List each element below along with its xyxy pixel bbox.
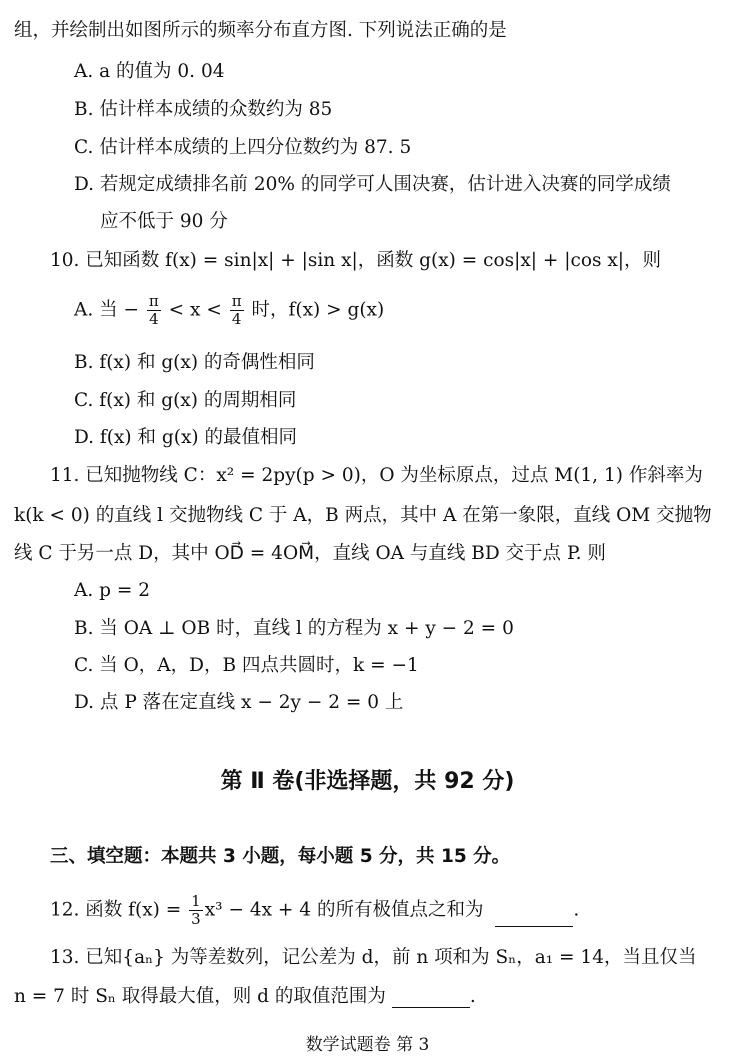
question11-stem: 11. 已知抛物线 C：x² = 2py(p > 0)，O 为坐标原点，过点 M(1, 1) 作斜率为 (50, 465, 703, 486)
question12 (50, 894, 579, 927)
q10-option-a (74, 294, 384, 327)
q11-option-a: A. p = 2 (74, 580, 150, 601)
q9-option-b: B. 估计样本成绩的众数约为 85 (74, 99, 333, 120)
question11-stem-line2: k(k < 0) 的直线 l 交抛物线 C 于 A，B 两点，其中 A 在第一象限，直线 OM 交抛物 (14, 505, 712, 526)
fraction-one-third (189, 894, 203, 927)
q10-a-text2: < x < (168, 299, 222, 321)
question9-stem-tail: 组，并绘制出如图所示的频率分布直方图. 下列说法正确的是 (14, 20, 507, 41)
q9-option-a: A. a 的值为 0. 04 (74, 61, 225, 82)
question10-stem: 10. 已知函数 f(x) = sin|x| + |sin x|，函数 g(x) = cos|x| + |cos x|，则 (50, 250, 662, 271)
frac-num: π (231, 292, 242, 310)
q12-answer-blank (495, 908, 573, 927)
q13-period: . (469, 986, 476, 1007)
fraction-pi-over-4 (147, 294, 161, 327)
question13-stem-line2 (14, 986, 476, 1008)
question11-stem-line3: 线 C 于另一点 D，其中 OD⃗ = 4OM⃗，直线 OA 与直线 BD 交于点 P. 则 (14, 543, 606, 564)
q11-option-c: C. 当 O，A，D，B 四点共圆时，k = −1 (74, 655, 419, 676)
q9-option-c: C. 估计样本成绩的上四分位数约为 87. 5 (74, 137, 412, 158)
section-title: 第 Ⅱ 卷(非选择题，共 92 分) (220, 769, 515, 794)
frac-den: 4 (149, 310, 159, 328)
frac-den: 3 (191, 910, 201, 928)
fraction-pi-over-4 (230, 294, 244, 327)
q9-option-d-cont: 应不低于 90 分 (100, 211, 228, 232)
q13-answer-blank (392, 989, 470, 1008)
page-footer: 数学试题卷 第 3 (305, 1035, 430, 1055)
q10-a-text3: 时，f(x) > g(x) (251, 299, 385, 321)
q9-option-d: D. 若规定成绩排名前 20% 的同学可人围决赛，估计进入决赛的同学成绩 (74, 174, 671, 195)
q12-period: . (573, 899, 580, 921)
q11-option-d: D. 点 P 落在定直线 x − 2y − 2 = 0 上 (74, 692, 404, 713)
fill-in-section-heading: 三、填空题：本题共 3 小题，每小题 5 分，共 15 分。 (50, 846, 511, 867)
q10-option-d: D. f(x) 和 g(x) 的最值相同 (74, 427, 298, 448)
question13-stem: 13. 已知{aₙ} 为等差数列，记公差为 d，前 n 项和为 Sₙ，a₁ = 14，当且仅当 (50, 947, 697, 968)
q13-text: n = 7 时 Sₙ 取得最大值，则 d 的取值范围为 (14, 986, 386, 1007)
frac-den: 4 (231, 310, 242, 328)
q10-a-text1: A. 当 − (74, 299, 140, 321)
q10-option-b: B. f(x) 和 g(x) 的奇偶性相同 (74, 352, 315, 373)
frac-num: 1 (191, 892, 201, 910)
q10-option-c: C. f(x) 和 g(x) 的周期相同 (74, 390, 297, 411)
q12-text1: 12. 函数 f(x) = (50, 899, 182, 921)
q11-option-b: B. 当 OA ⊥ OB 时，直线 l 的方程为 x + y − 2 = 0 (74, 618, 514, 639)
q12-text2: x³ − 4x + 4 的所有极值点之和为 (204, 899, 484, 921)
frac-num: π (148, 292, 159, 310)
